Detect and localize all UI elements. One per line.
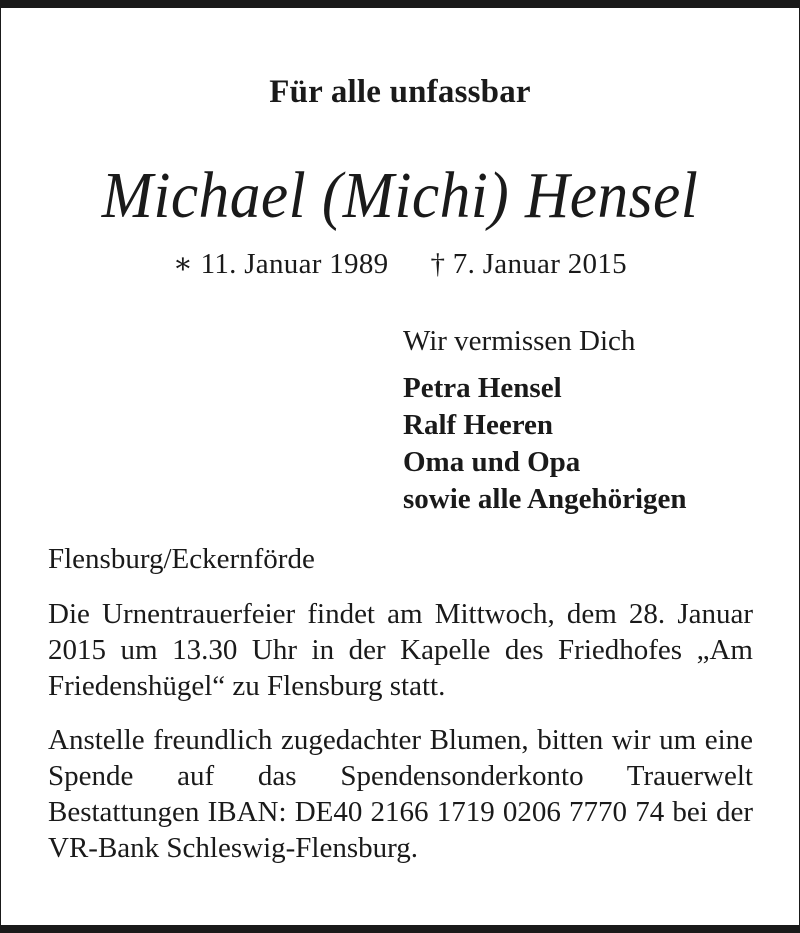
deceased-name: Michael (Michi) Hensel (101, 159, 699, 232)
life-dates (0, 246, 800, 281)
notice-headline: Für alle unfassbar (269, 74, 531, 110)
mourners-block (403, 322, 783, 518)
donation-paragraph: Anstelle freundlich zugedachter Blumen, bitten wir um eine Spende auf das Spendensonderkonto Trauerwelt Bestattungen IBAN: DE40 2166 1719 0206 7770 74 bei der VR-Bank Schleswig-Flensburg. (48, 724, 753, 864)
mourner-name: sowie alle Angehörigen (403, 483, 687, 515)
mourner-name: Ralf Heeren (403, 409, 554, 441)
ceremony-paragraph: Die Urnentrauerfeier findet am Mittwoch, dem 28. Januar 2015 um 13.30 Uhr in der Kapelle des Friedhofes „Am Friedenshügel“ zu Flensburg statt. (48, 598, 753, 702)
birth-date: ∗ 11. Januar 1989 (173, 248, 389, 280)
mourner-name: Petra Hensel (403, 372, 562, 404)
mourners-intro: Wir vermissen Dich (403, 325, 636, 357)
death-date: † 7. Januar 2015 (430, 248, 627, 280)
mourner-name: Oma und Opa (403, 446, 581, 478)
location: Flensburg/Eckernförde (48, 543, 315, 575)
